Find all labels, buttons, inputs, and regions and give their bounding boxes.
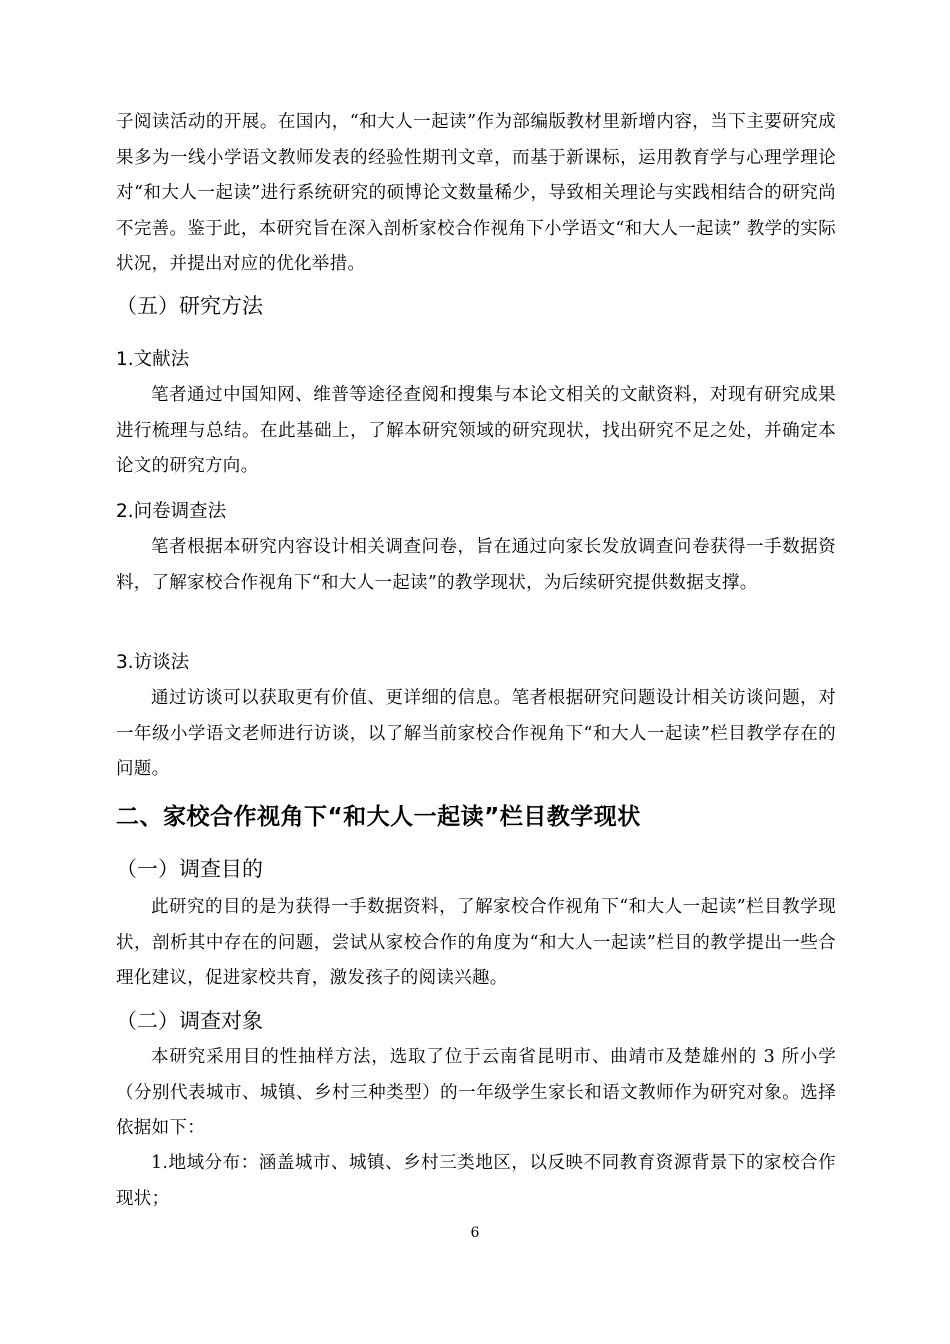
interview-method-paragraph: 通过访谈可以获取更有价值、更详细的信息。笔者根据研究问题设计相关访谈问题，对一年级小学语文老师进行访谈，以了解当前家校合作视角下“和大人一起读”栏目教学存在的问题。	[116, 688, 836, 779]
intro-paragraph: 子阅读活动的开展。在国内，“和大人一起读”作为部编版教材里新增内容，当下主要研究成果多为一线小学语文教师发表的经验性期刊文章，而基于新课标，运用教育学与心理学理论对“和大人一起读”进行系统研究的硕博论文数量稀少，导致相关理论与实践相结合的研究尚不完善。鉴于此，本研究旨在深入剖析家校合作视角下小学语文“和大人一起读” 教学的实际状况，并提出对应的优化举措。	[116, 112, 836, 274]
subjects-paragraph: 本研究采用目的性抽样方法，选取了位于云南省昆明市、曲靖市及楚雄州的 3 所小学（分别代表城市、城镇、乡村三种类型）的一年级学生家长和语文教师作为研究对象。选择依据如下：	[116, 1047, 836, 1138]
section-heading-subjects: （二）调查对象	[116, 1009, 263, 1033]
literature-method-paragraph: 笔者通过中国知网、维普等途径查阅和搜集与本论文相关的文献资料，对现有研究成果进行梳理与总结。在此基础上，了解本研究领域的研究现状，找出研究不足之处，并确定本论文的研究方向。	[116, 385, 836, 476]
subsection-heading-questionnaire: 2.问卷调查法	[116, 501, 227, 522]
section-heading-purpose: （一）调查目的	[116, 857, 263, 881]
page-number: 6	[470, 1225, 480, 1241]
purpose-paragraph: 此研究的目的是为获得一手数据资料，了解家校合作视角下“和大人一起读”栏目教学现状，剖析其中存在的问题，尝试从家校合作的角度为“和大人一起读”栏目的教学提出一些合理化建议，促进家校共育，激发孩子的阅读兴趣。	[116, 897, 836, 988]
section-heading-research-methods: （五）研究方法	[116, 294, 263, 318]
questionnaire-method-paragraph: 笔者根据本研究内容设计相关调查问卷，旨在通过向家长发放调查问卷获得一手数据资料，了解家校合作视角下“和大人一起读”的教学现状，为后续研究提供数据支撑。	[116, 537, 836, 593]
subsection-heading-literature: 1.文献法	[116, 349, 190, 370]
subsection-heading-interview: 3.访谈法	[116, 652, 190, 673]
chapter-heading: 二、家校合作视角下“和大人一起读”栏目教学现状	[116, 804, 641, 830]
selection-criteria-1: 1.地域分布：涵盖城市、城镇、乡村三类地区，以反映不同教育资源背景下的家校合作现状；	[116, 1153, 836, 1209]
